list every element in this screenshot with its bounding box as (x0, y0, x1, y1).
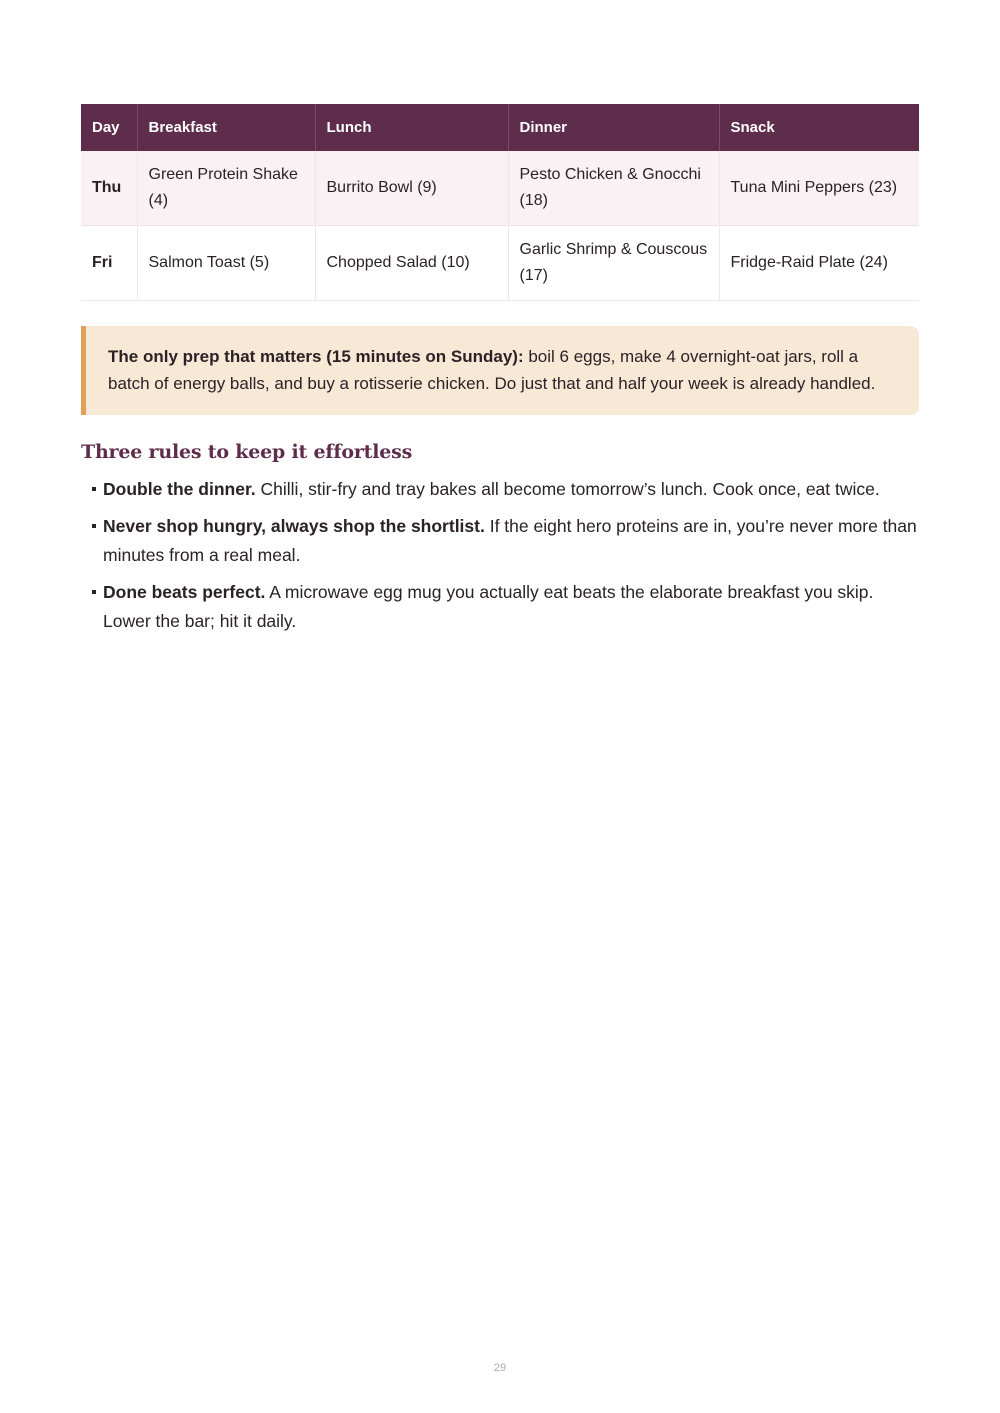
bullet-icon (92, 524, 96, 528)
column-header-lunch: Lunch (315, 104, 508, 151)
callout-lead: The only prep that matters (15 minutes on Sunday): (108, 347, 524, 366)
rule-title: Double the dinner. (103, 479, 256, 499)
table-row (81, 226, 919, 301)
column-header-snack: Snack (719, 104, 919, 151)
rule-title: Never shop hungry, always shop the shortlist. (103, 516, 485, 536)
column-header-day: Day (81, 104, 137, 151)
table-cell-snack: Fridge-Raid Plate (24) (719, 226, 919, 301)
rules-list (81, 475, 919, 636)
rule-text: If the eight hero proteins are in, you’re never more than minutes from a real meal. (103, 516, 917, 565)
callout-text: boil 6 eggs, make 4 overnight-oat jars, roll a batch of energy balls, and buy a rotisserie chicken. Do just that and half your week is already handled. (108, 347, 876, 393)
column-header-breakfast: Breakfast (137, 104, 315, 151)
rule-text: A microwave egg mug you actually eat beats the elaborate breakfast you skip. Lower the bar; hit it daily. (103, 582, 874, 631)
table-cell-lunch: Chopped Salad (10) (315, 226, 508, 301)
table-header-row (81, 104, 919, 151)
list-item (103, 578, 919, 636)
list-item (103, 512, 919, 570)
page-number: 29 (493, 1362, 507, 1374)
table-cell-breakfast: Salmon Toast (5) (137, 226, 315, 301)
rule-title: Done beats perfect. (103, 582, 266, 602)
column-header-dinner: Dinner (508, 104, 719, 151)
meal-plan-table (81, 104, 919, 301)
table-cell-day: Fri (81, 226, 137, 301)
rule-text: Chilli, stir-fry and tray bakes all become tomorrow’s lunch. Cook once, eat twice. (255, 479, 880, 499)
table-cell-snack: Tuna Mini Peppers (23) (719, 151, 919, 226)
page-content (81, 104, 919, 644)
bullet-icon (92, 590, 96, 594)
table-cell-dinner: Pesto Chicken & Gnocchi (18) (508, 151, 719, 226)
table-cell-lunch: Burrito Bowl (9) (315, 151, 508, 226)
table-cell-dinner: Garlic Shrimp & Couscous (17) (508, 226, 719, 301)
bullet-icon (92, 487, 96, 491)
list-item (103, 475, 919, 504)
table-cell-day: Thu (81, 151, 137, 226)
section-heading: Three rules to keep it effortless (81, 441, 413, 463)
table-row (81, 151, 919, 226)
table-cell-breakfast: Green Protein Shake (4) (137, 151, 315, 226)
prep-tip-callout (81, 326, 919, 415)
